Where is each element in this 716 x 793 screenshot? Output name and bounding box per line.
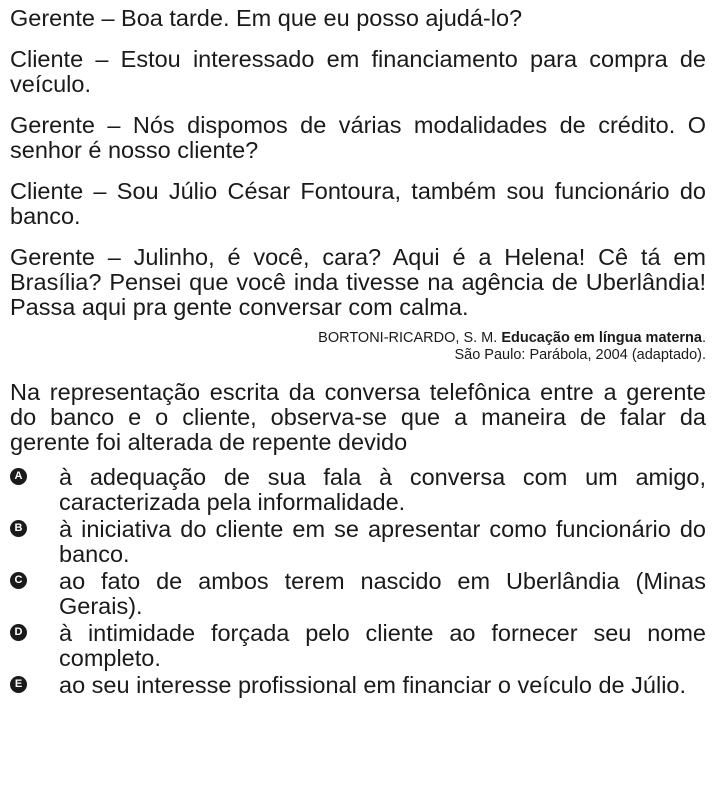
dialogue-line-5: Gerente – Julinho, é você, cara? Aqui é a Helena! Cê tá em Brasília? Pensei que você inda tivesse na agência de Uberlândia! Passa aqui pra gente conversar com calma. xyxy=(10,244,706,320)
dialogue-line-4: Cliente – Sou Júlio César Fontoura, também sou funcionário do banco. xyxy=(10,178,706,229)
option-e-text: ao seu interesse profissional em financiar o veículo de Júlio. xyxy=(59,672,687,698)
dialogue-line-3: Gerente – Nós dispomos de várias modalidades de crédito. O senhor é nosso cliente? xyxy=(10,112,706,163)
option-e[interactable] xyxy=(10,673,706,698)
option-e-letter-icon: E xyxy=(10,676,27,693)
citation-publisher: São Paulo: Parábola, 2004 (adaptado). xyxy=(454,347,706,363)
option-d-text: à intimidade forçada pelo cliente ao fornecer seu nome completo. xyxy=(59,620,706,671)
citation-title: Educação em língua materna xyxy=(501,330,702,346)
question-stem: Na representação escrita da conversa telefônica entre a gerente do banco e o cliente, observa-se que a maneira de falar da gerente foi alterada de repente devido xyxy=(10,379,706,455)
dialogue-text xyxy=(10,6,706,320)
option-d[interactable] xyxy=(10,621,706,671)
option-a-letter-icon: A xyxy=(10,468,27,485)
option-b[interactable] xyxy=(10,517,706,567)
citation-author: BORTONI-RICARDO, S. M. xyxy=(318,330,498,346)
answer-options xyxy=(10,465,706,698)
option-a-text: à adequação de sua fala à conversa com um amigo, caracterizada pela informalidade. xyxy=(59,464,706,515)
option-c[interactable] xyxy=(10,569,706,619)
dialogue-line-2: Cliente – Estou interessado em financiamento para compra de veículo. xyxy=(10,46,706,97)
option-a[interactable] xyxy=(10,465,706,515)
option-c-text: ao fato de ambos terem nascido em Uberlândia (Minas Gerais). xyxy=(59,568,706,619)
dialogue-line-1: Gerente – Boa tarde. Em que eu posso ajudá-lo? xyxy=(10,5,523,31)
option-d-letter-icon: D xyxy=(10,624,27,641)
option-c-letter-icon: C xyxy=(10,572,27,589)
citation-title-end: . xyxy=(701,330,706,346)
option-b-letter-icon: B xyxy=(10,520,27,537)
option-b-text: à iniciativa do cliente em se apresentar como funcionário do banco. xyxy=(59,516,706,567)
source-citation xyxy=(10,330,706,364)
